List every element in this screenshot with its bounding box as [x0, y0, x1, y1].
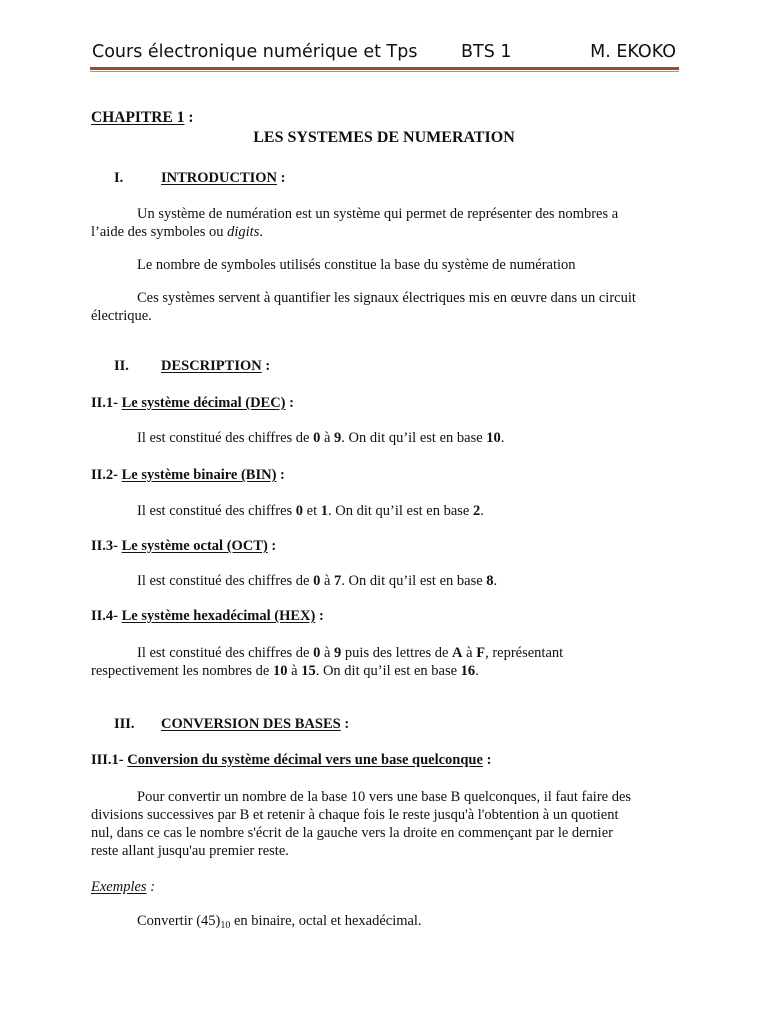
header-author: M. EKOKO — [590, 42, 676, 62]
header-rule-thick — [90, 67, 679, 70]
section-3-number: III. — [114, 716, 135, 732]
intro-paragraph-1: Un système de numération est un système qui permet de représenter des nombres a l’aide des symboles ou digits. — [91, 206, 619, 240]
oct-description: Il est constitué des chiffres de 0 à 7. On dit qu’il est en base 8. — [137, 573, 498, 589]
section-1-heading: INTRODUCTION : — [161, 170, 286, 186]
section-1-number: I. — [114, 170, 124, 186]
section-2-heading: DESCRIPTION : — [161, 358, 271, 374]
section-2-number: II. — [114, 358, 129, 374]
header-level: BTS 1 — [461, 42, 512, 62]
bin-description: Il est constitué des chiffres 0 et 1. On dit qu’il est en base 2. — [137, 503, 484, 519]
chapter-title: LES SYSTEMES DE NUMERATION — [253, 129, 515, 146]
header-course-title: Cours électronique numérique et Tps — [92, 42, 418, 62]
chapter-label: CHAPITRE 1 : — [91, 109, 194, 126]
dec-description: Il est constitué des chiffres de 0 à 9. On dit qu’il est en base 10. — [137, 430, 505, 446]
subsection-bin-heading: II.2- Le système binaire (BIN) : — [91, 467, 285, 483]
section-3-heading: CONVERSION DES BASES : — [161, 716, 350, 732]
conversion-paragraph: Pour convertir un nombre de la base 10 vers une base B quelconques, il faut faire des divisions successives par B et retenir à chaque fois le reste jusqu'à l'obtention à un quotient nul, dans ce cas le nombre s'écrit de la gauche vers la droite en commençant par le dernier reste allant jusqu'au premier reste. — [91, 789, 632, 859]
examples-label: Exemples : — [91, 879, 156, 895]
example-1: Convertir $(45)_{10}$ en binaire, octal et hexadécimal. — [137, 913, 422, 931]
subsection-conversion-heading: III.1- Conversion du système décimal vers une base quelconque : — [91, 752, 492, 768]
subsection-dec-heading: II.1- Le système décimal (DEC) : — [91, 395, 294, 411]
hex-description: Il est constitué des chiffres de 0 à 9 puis des lettres de A à F, représentant respectivement les nombres de 10 à 15. On dit qu’il est en base 16. — [91, 645, 564, 679]
subsection-hex-heading: II.4- Le système hexadécimal (HEX) : — [91, 608, 324, 624]
header-rule-thin — [90, 71, 679, 72]
subsection-oct-heading: II.3- Le système octal (OCT) : — [91, 538, 277, 554]
page-header — [90, 42, 678, 68]
intro-paragraph-2: Le nombre de symboles utilisés constitue la base du système de numération — [137, 257, 576, 273]
intro-paragraph-3: Ces systèmes servent à quantifier les signaux électriques mis en œuvre dans un circuit électrique. — [91, 290, 636, 324]
